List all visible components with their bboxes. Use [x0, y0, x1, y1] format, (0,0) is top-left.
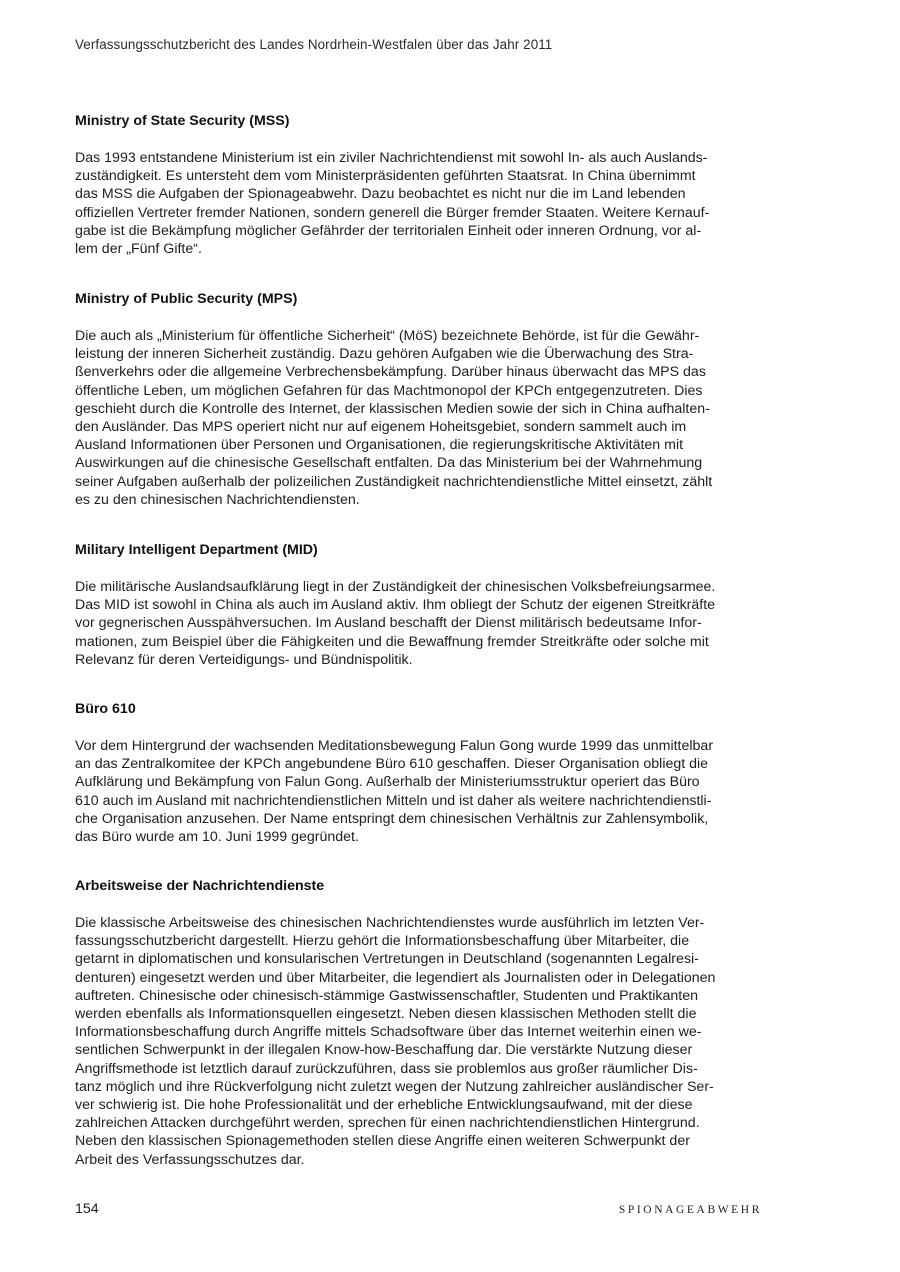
section-body — [75, 327, 765, 509]
text-line: Ausland Informationen über Personen und Organisationen, die regierungskritische Aktivitäten mit — [75, 437, 684, 454]
section-heading: Ministry of Public Security (MPS) — [75, 291, 298, 307]
text-line: Die klassische Arbeitsweise des chinesischen Nachrichtendienstes wurde ausführlich im letzten Ver- — [75, 915, 705, 931]
text-line: auftreten. Chinesische oder chinesisch-stämmige Gastwissenschaftler, Studenten und Praktikanten — [75, 987, 699, 1004]
section-heading: Military Intelligent Department (MID) — [75, 542, 318, 558]
section-arbeitsweise — [75, 877, 765, 1169]
text-line: Relevanz für deren Verteidigungs- und Bündnispolitik. — [75, 651, 413, 668]
text-line: getarnt in diplomatischen und konsularischen Vertretungen in Deutschland (sogenannten Legalresi- — [75, 951, 699, 968]
section-mss — [75, 112, 765, 258]
text-line: Neben den klassischen Spionagemethoden stellen diese Angriffe einen weiteren Schwerpunkt der — [75, 1133, 690, 1150]
text-line: Die auch als „Ministerium für öffentliche Sicherheit“ (MöS) bezeichnete Behörde, ist für die Gewähr- — [75, 328, 700, 344]
text-line: ßenverkehrs oder die allgemeine Verbrechensbekämpfung. Darüber hinaus überwacht das MPS das — [75, 364, 706, 381]
text-line: den Ausländer. Das MPS operiert nicht nur auf eigenem Hoheitsgebiet, sondern sammelt auch im — [75, 419, 687, 436]
text-line: fassungsschutzbericht dargestellt. Hierzu gehört die Informationsbeschaffung über Mitarbeiter, die — [75, 933, 690, 950]
text-line: mationen, zum Beispiel über die Fähigkeiten und die Bewaffnung fremder Streitkräfte oder solche mit — [75, 633, 709, 650]
text-line: gabe ist die Bekämpfung möglicher Gefährder der territorialen Einheit oder inneren Ordnung, vor al- — [75, 222, 702, 239]
footer-section-label: SPIONAGEABWEHR — [618, 1204, 762, 1216]
text-line: denturen) eingesetzt werden und über Mitarbeiter, die legendiert als Journalisten oder in Delegationen — [75, 969, 716, 986]
section-body — [75, 914, 765, 1169]
text-line: seiner Aufgaben außerhalb der polizeilichen Zuständigkeit nachrichtendienstliche Mittel einsetzt, zählt — [75, 473, 713, 490]
text-line: lem der „Fünf Gifte“. — [75, 241, 202, 258]
section-buero-610 — [75, 700, 765, 846]
text-line: vor gegnerischen Ausspähversuchen. Im Ausland beschafft der Dienst militärisch bedeutsame Infor- — [75, 615, 702, 632]
section-mid — [75, 541, 765, 669]
text-line: sentlichen Schwerpunkt in der illegalen Know-how-Beschaffung dar. Die verstärkte Nutzung dieser — [75, 1042, 693, 1059]
text-line: tanz möglich und ihre Rückverfolgung nicht zuletzt wegen der Nutzung zahlreicher ausländischer Ser- — [75, 1078, 714, 1095]
section-mps — [75, 290, 765, 509]
text-line: ver schwierig ist. Die hohe Professionalität und der erhebliche Entwicklungsaufwand, mit der diese — [75, 1097, 693, 1114]
text-line: Die militärische Auslandsaufklärung liegt in der Zuständigkeit der chinesischen Volksbefreiungsarmee. — [75, 579, 716, 595]
text-line: Auswirkungen auf die chinesische Gesellschaft entfalten. Da das Ministerium bei der Wahrnehmung — [75, 455, 703, 472]
text-line: zahlreichen Attacken durchgeführt werden, sprechen für einen nachrichtendienstlichen Hintergrund. — [75, 1115, 700, 1132]
text-line: Das 1993 entstandene Ministerium ist ein ziviler Nachrichtendienst mit sowohl In- als auch Auslands- — [75, 150, 708, 166]
text-line: werden ebenfalls als Informationsquellen eingesetzt. Neben diesen klassischen Methoden stellt die — [75, 1006, 697, 1023]
text-line: 610 auch im Ausland mit nachrichtendienstlichen Mitteln und ist daher als weitere nachrichtendienstli- — [75, 792, 712, 809]
text-line: Informationsbeschaffung durch Angriffe mittels Schadsoftware über das Internet weiterhin einen we- — [75, 1024, 702, 1041]
text-line: Aufklärung und Bekämpfung von Falun Gong. Außerhalb der Ministeriumsstruktur operiert das Büro — [75, 774, 700, 791]
section-body — [75, 578, 765, 669]
section-body — [75, 737, 765, 846]
text-line: das Büro wurde am 10. Juni 1999 gegründet. — [75, 829, 359, 846]
text-line: geschieht durch die Kontrolle des Internet, der klassischen Medien sowie der sich in China aufhalten- — [75, 400, 710, 417]
section-body — [75, 149, 765, 258]
text-line: offiziellen Vertreter fremder Nationen, sondern generell die Bürger fremder Staaten. Weitere Kernauf- — [75, 204, 710, 221]
section-heading: Arbeitsweise der Nachrichtendienste — [75, 878, 325, 894]
text-line: an das Zentralkomitee der KPCh angebundene Büro 610 geschaffen. Dieser Organisation obliegt die — [75, 756, 709, 773]
text-line: öffentliche Leben, um möglichen Gefahren für das Machtmonopol der KPCh entgegenzutreten. Dies — [75, 382, 703, 399]
running-header: Verfassungsschutzbericht des Landes Nordrhein-Westfalen über das Jahr 2011 — [75, 37, 553, 52]
section-heading: Büro 610 — [75, 701, 136, 717]
text-line: Das MID ist sowohl in China als auch im Ausland aktiv. Ihm obliegt der Schutz der eigenen Streitkräfte — [75, 597, 716, 614]
text-line: es zu den chinesischen Nachrichtendiensten. — [75, 491, 360, 508]
text-line: che Organisation anzusehen. Der Name entspringt dem chinesischen Verhältnis zur Zahlensymbolik, — [75, 810, 709, 827]
text-line: leistung der inneren Sicherheit zuständig. Dazu gehören Aufgaben wie die Überwachung des Stra- — [75, 346, 694, 363]
section-heading: Ministry of State Security (MSS) — [75, 113, 290, 129]
text-line: Angriffsmethode ist letztlich darauf zurückzuführen, dass sie problemlos aus großer räumlicher Dis- — [75, 1060, 698, 1077]
text-line: Vor dem Hintergrund der wachsenden Meditationsbewegung Falun Gong wurde 1999 das unmittelbar — [75, 738, 714, 754]
text-line: das MSS die Aufgaben der Spionageabwehr. Dazu beobachtet es nicht nur die im Land lebenden — [75, 186, 686, 203]
text-line: Arbeit des Verfassungsschutzes dar. — [75, 1151, 305, 1168]
text-line: zuständigkeit. Es untersteht dem vom Ministerpräsidenten geführten Staatsrat. In China übernimmt — [75, 168, 696, 185]
page-number: 154 — [75, 1201, 99, 1217]
